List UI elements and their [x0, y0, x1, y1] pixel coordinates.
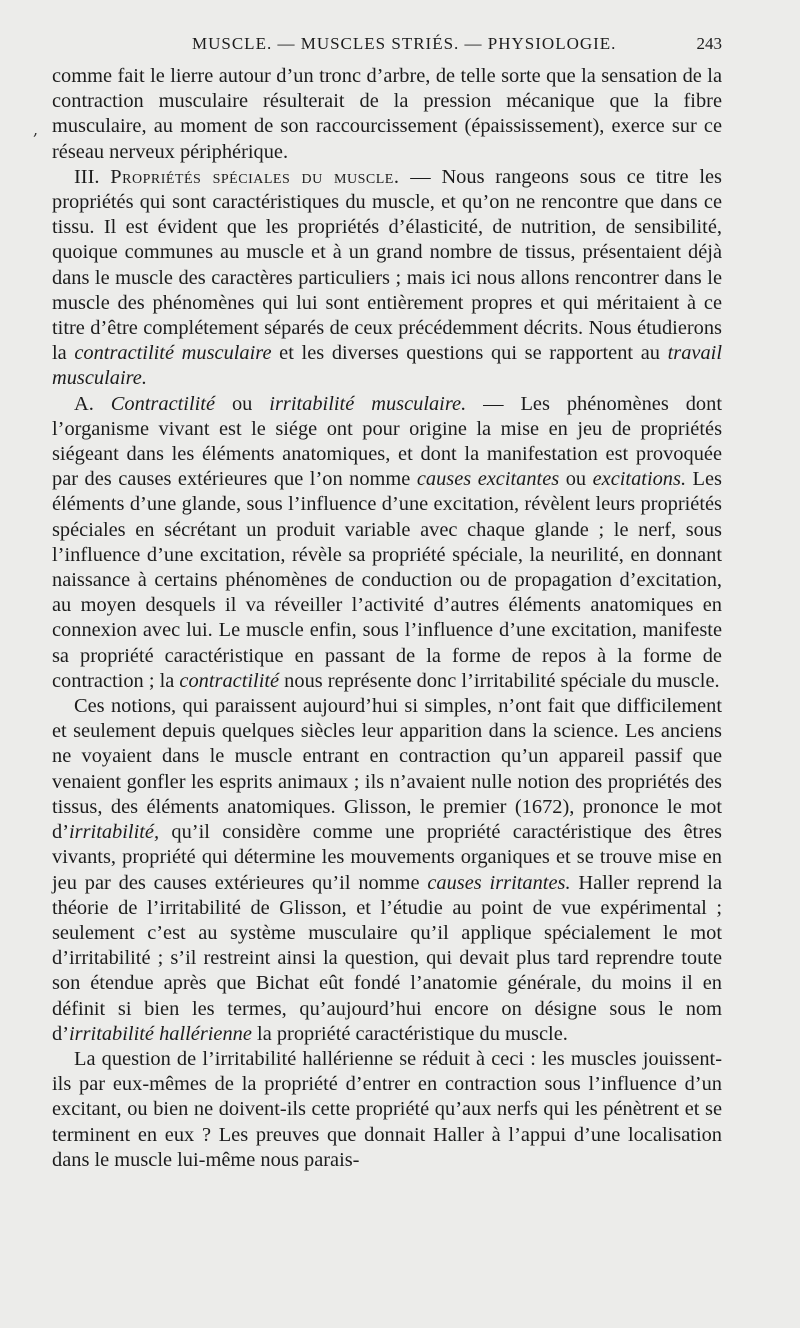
text-run: — Les phénomènes dont l’organisme vivant est le siége ont pour origine la mise en jeu de propriétés siégeant dans les éléments anatomiques, et dont la manifestation est provoquée par des causes extérieures que l’on nomme — [52, 392, 722, 491]
text-run: comme fait le lierre autour d’un tronc d’arbre, de telle sorte que la sensation de la contraction musculaire résulterait de la pression mécanique que la fibre musculaire, au moment de son raccourcissement (épaississement), exerce sur ce réseau nerveux périphérique. — [52, 65, 722, 163]
text-run: — Nous rangeons sous ce titre les propriétés qui sont caractéristiques du muscle, et qu’on ne rencontre que dans ce tissu. Il est évident que les propriétés d’élasticité, de nutrition, de sensibilité, quoique communes au muscle et à un grand nombre de tissus, présentaient déjà dans le muscle des caractères particuliers ; mais ici nous allons rencontrer dans le muscle des phénomènes qui lui sont entièrement propres et qui méritaient à ce titre d’être complétement séparés de ceux précédemment décrits. Nous étudierons la — [52, 165, 722, 365]
italic-text: irritabilité musculaire. — [269, 392, 467, 415]
text-run: ou — [215, 392, 270, 415]
italic-text: excitations. — [592, 468, 687, 491]
text-run: Haller reprend la théorie de l’irritabilité de Glisson, et l’étudie au point de vue expérimental ; seulement c’est au système musculaire qu’il applique spécialement le mot d’irritabilité ; s’il restreint ainsi la question, qui devait plus tard reprendre toute son étendue après que Bichat eût fondé l’anatomie générale, du moins il en définit si bien les termes, qu’aujourd’hui encore on désigne sous le nom d’ — [52, 871, 723, 1045]
paragraph — [52, 694, 722, 1047]
text-run: ou — [559, 468, 593, 491]
text-run: Les éléments d’une glande, sous l’influence d’une excitation, révèlent leurs propriétés spéciales en sécrétant un produit variable avec chaque glande ; le nerf, sous l’influence d’une excitation, révèle sa propriété spéciale, la neurilité, en donnant naissance à certains phénomènes de conduction ou de propagation d’excitation, au moyen desquels il va réveiller l’activité d’autres éléments anatomiques en connexion avec lui. Le muscle enfin, sous l’influence d’une excitation, manifeste sa propriété caractéristique en passant de la forme de repos à la forme de contraction ; la — [52, 468, 722, 692]
italic-text: contractilité musculaire — [74, 342, 272, 365]
italic-text: contractilité — [179, 669, 280, 692]
margin-mark: , — [33, 120, 39, 139]
italic-text: travail musculaire. — [52, 342, 722, 390]
text-run: La question de l’irritabilité hallérienne se réduit à ceci : les muscles jouissent-ils par eux-mêmes de la propriété d’entrer en contraction sous l’influence d’un excitant, ou bien ne doivent-ils cette propriété qu’aux nerfs qui les pénètrent et se terminent en eux ? Les preuves que donnait Haller à l’appui d’une localisation dans le muscle lui-même nous parais- — [52, 1047, 722, 1171]
running-header — [52, 34, 722, 56]
body-text — [52, 64, 722, 1173]
text-run: et les diverses questions qui se rapportent au — [271, 342, 668, 365]
paragraph — [52, 1047, 722, 1173]
text-run: A. — [74, 392, 111, 415]
text-run: Ces notions, qui paraissent aujourd’hui si simples, n’ont fait que difficilement et seulement depuis quelques siècles leur apparition dans la science. Les anciens ne voyaient dans le muscle entrant en contraction qu’un appareil passif que venaient gonfler les esprits animaux ; ils n’avaient nulle notion des propriétés des tissus, des éléments anatomiques. Glisson, le premier (1672), prononce le mot d’ — [52, 695, 722, 844]
paragraph — [52, 64, 722, 165]
running-header-title: MUSCLE. — MUSCLES STRIÉS. — PHYSIOLOGIE. — [192, 34, 617, 53]
italic-text: irritabilité hallérienne — [69, 1022, 252, 1045]
paragraph — [52, 165, 722, 392]
italic-text: causes excitantes — [416, 468, 560, 491]
italic-text: irritabilité, — [69, 821, 160, 844]
section-heading: Propriétés spéciales du muscle. — [110, 165, 400, 188]
paragraph — [52, 392, 722, 694]
page-number: 243 — [696, 34, 722, 53]
text-run: nous représente donc l’irritabilité spéciale du muscle. — [279, 669, 720, 692]
italic-text: causes irritantes. — [427, 871, 571, 894]
text-run: qu’il considère comme une propriété caractéristique des êtres vivants, propriété qui détermine les mouvements organiques et se trouve mise en jeu par des causes extérieures qu’il nomme — [52, 821, 722, 894]
italic-text: Contractilité — [110, 392, 215, 415]
text-run: III. — [74, 165, 111, 188]
text-run: la propriété caractéristique du muscle. — [251, 1022, 568, 1045]
